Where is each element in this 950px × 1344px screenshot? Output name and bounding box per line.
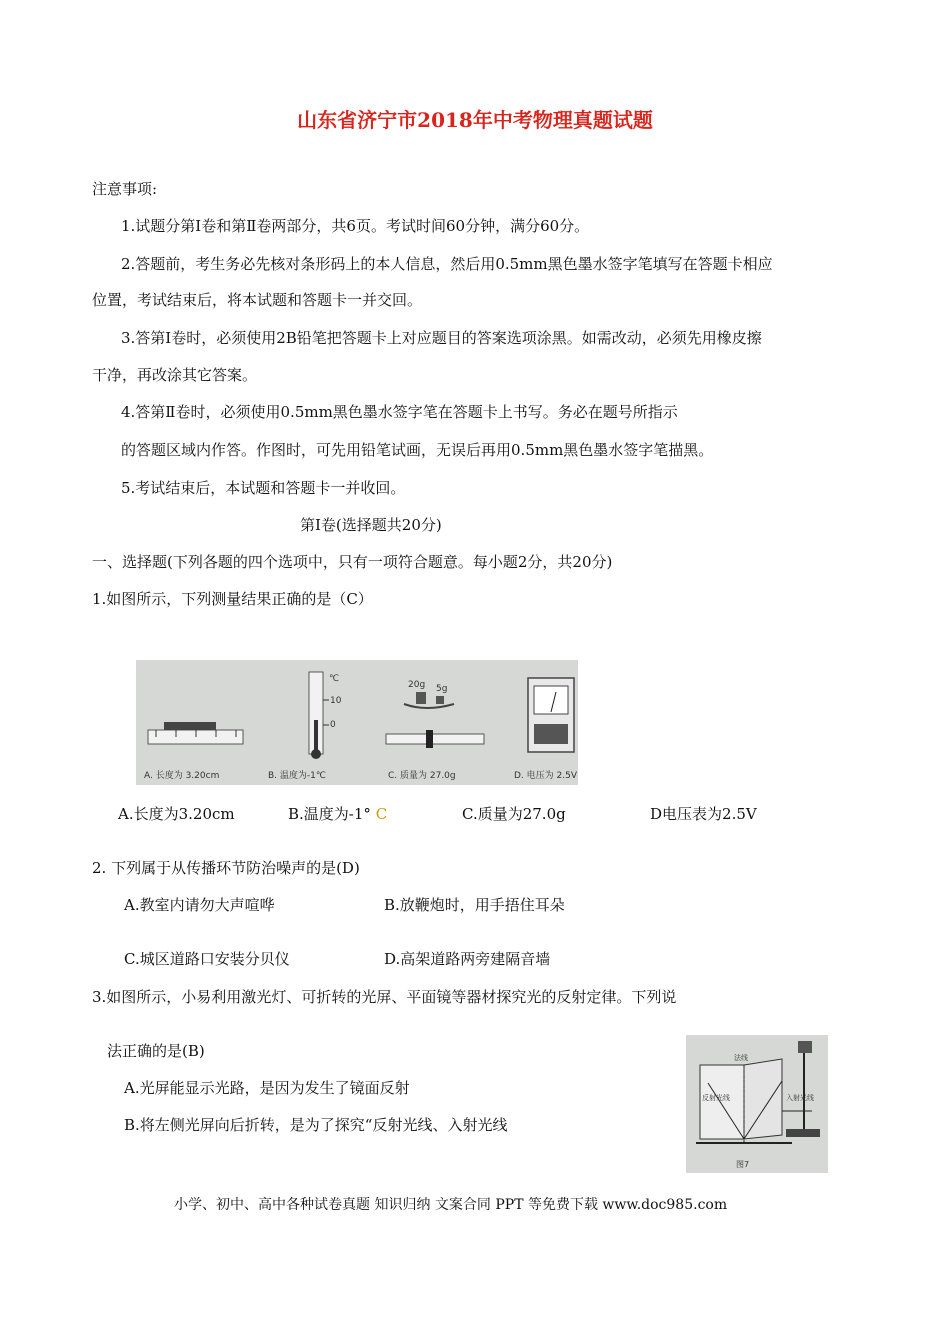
- figure-caption-d: D. 电压为 2.5V: [514, 771, 577, 781]
- normal-line-label: 法线: [734, 1054, 748, 1062]
- question-2-stem: 2. 下列属于从传播环节防治噪声的是(D): [92, 859, 360, 877]
- question-1-option-c: C.质量为27.0g: [462, 805, 566, 823]
- question-2-option-a: A.教室内请勿大声喧哗: [124, 896, 275, 914]
- notice-item-2-cont: 位置，考试结束后，将本试题和答题卡一并交回。: [92, 291, 423, 309]
- figure-caption-c: C. 质量为 27.0g: [388, 771, 456, 781]
- page-footer: 小学、初中、高中各种试卷真题 知识归纳 文案合同 PPT 等免费下载 www.doc985.com: [174, 1197, 728, 1213]
- question-3-stem: 3.如图所示，小易利用激光灯、可折转的光屏、平面镜等器材探究光的反射定律。下列说: [92, 988, 677, 1006]
- question-1-option-b-unit: C: [375, 805, 388, 823]
- question-1-option-a: A.长度为3.20cm: [118, 805, 235, 823]
- section-instruction: 一、选择题(下列各题的四个选项中，只有一项符合题意。每小题2分，共20分): [92, 553, 613, 571]
- thermometer-tick-10: 10: [330, 696, 342, 706]
- question-3-stem-cont: 法正确的是(B): [107, 1042, 205, 1060]
- notice-heading: 注意事项:: [92, 180, 158, 198]
- question-1-option-d: D电压表为2.5V: [650, 805, 757, 823]
- question-1-stem: 1.如图所示，下列测量结果正确的是（C）: [92, 590, 373, 608]
- notice-item-4: 4.答第Ⅱ卷时，必须使用0.5mm黑色墨水签字笔在答题卡上书写。务必在题号所指示: [121, 403, 678, 421]
- incident-ray-label: 入射光线: [786, 1094, 814, 1102]
- weight-label-20g: 20g: [408, 680, 426, 690]
- notice-item-3-cont: 干净，再改涂其它答案。: [92, 366, 258, 384]
- notice-item-4-cont: 的答题区域内作答。作图时，可先用铅笔试画，无误后再用0.5mm黑色墨水签字笔描黑。: [121, 441, 714, 459]
- question-2-option-b: B.放鞭炮时，用手捂住耳朵: [384, 896, 565, 914]
- thermometer-unit-label: ℃: [329, 674, 340, 684]
- page-title: 山东省济宁市2018年中考物理真题试题: [297, 108, 653, 132]
- question-3-option-a: A.光屏能显示光路，是因为发生了镜面反射: [124, 1079, 410, 1097]
- light-reflection-apparatus-image: [686, 1035, 828, 1173]
- question-3-figure: [686, 1035, 828, 1173]
- question-3-option-b: B.将左侧光屏向后折转，是为了探究“反射光线、入射光线: [124, 1116, 508, 1134]
- question-1-option-b: B.温度为-1° C: [288, 805, 388, 823]
- section-title: 第Ⅰ卷(选择题共20分): [300, 516, 442, 534]
- question-1-figure: [136, 660, 578, 785]
- thermometer-tick-0: 0: [330, 720, 336, 730]
- question-2-option-d: D.高架道路两旁建隔音墙: [384, 950, 551, 968]
- figure-caption-a: A. 长度为 3.20cm: [144, 771, 220, 781]
- question-2-option-c: C.城区道路口安装分贝仪: [124, 950, 290, 968]
- notice-item-2: 2.答题前，考生务必先核对条形码上的本人信息，然后用0.5mm黑色墨水签字笔填写在答题卡相应: [121, 255, 773, 273]
- notice-item-3: 3.答第Ⅰ卷时，必须使用2B铅笔把答题卡上对应题目的答案选项涂黑。如需改动，必须先用橡皮擦: [121, 329, 762, 347]
- notice-item-1: 1.试题分第Ⅰ卷和第Ⅱ卷两部分，共6页。考试时间60分钟，满分60分。: [121, 217, 590, 235]
- figure-caption-b: B. 温度为-1℃: [268, 771, 326, 781]
- measurement-instruments-image: [136, 660, 578, 785]
- notice-item-5: 5.考试结束后，本试题和答题卡一并收回。: [121, 479, 406, 497]
- reflected-ray-label: 反射光线: [702, 1094, 730, 1102]
- weight-label-5g: 5g: [436, 684, 448, 694]
- figure-number-label: 图7: [736, 1160, 750, 1169]
